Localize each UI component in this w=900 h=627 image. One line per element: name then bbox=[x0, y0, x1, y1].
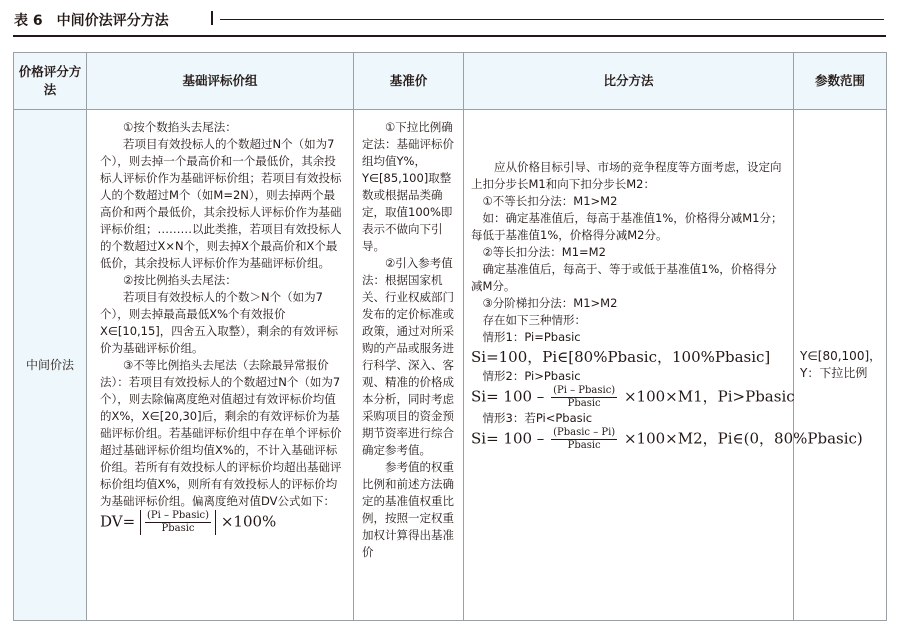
baseline-text: ③不等比例掐头去尾法（去除最异常报价法）：若项目有效投标人的个数超过N个（如为7个），则去除偏离度绝对值超过有效评标价均值的X%，X∈[20,30]后，剩余的有效评标价为基础评标价组。若基础评标价组中存在单个评标价超过基础评标价组均值X%的，不计入基础评标价组。若所有有效投标人的评标价均超出基础评标价组均值X%，则所有有效投标人的评标价均为基础评标价组。偏离度绝对值DV公式如下： bbox=[100, 358, 342, 508]
method-cell: 中间价法 bbox=[14, 110, 87, 621]
dv-tail: ×100% bbox=[220, 512, 277, 531]
scoring-m1-desc: 如：确定基准值后，每高于基准值1%，价格得分减M1分；每低于基准值1%，价格得分减M2分。 bbox=[471, 211, 783, 242]
case3-formula bbox=[471, 427, 863, 452]
case2-denominator: Pbasic bbox=[567, 398, 601, 409]
table-header-row bbox=[14, 53, 887, 110]
case2-formula bbox=[471, 385, 795, 410]
case3-fraction bbox=[551, 427, 617, 452]
case3-label: 情形3：若Pi<Pbasic bbox=[482, 411, 593, 425]
case2-numerator: (Pi – Pbasic) bbox=[553, 385, 616, 396]
dv-denominator: Pbasic bbox=[161, 523, 195, 534]
scoring-m3: ③分阶梯扣分法：M1>M2 bbox=[482, 296, 618, 310]
header-baseline-group: 基础评标价组 bbox=[87, 53, 354, 110]
dv-fraction bbox=[145, 510, 211, 535]
scoring-m3-desc: 存在如下三种情形： bbox=[482, 313, 586, 327]
case2-lhs: Si= 100 – bbox=[471, 387, 545, 406]
base-price-cell bbox=[354, 110, 464, 621]
baseline-text: 若项目有效投标人的个数＞N个（如为7个），则去掉最高最低X%个有效报价X∈[10,15]，四舍五入取整），剩余的有效评标价为基础评标价组。 bbox=[100, 290, 339, 355]
scoring-intro: 应从价格目标引导、市场的竞争程度等方面考虑，设定向上扣分步长M1和向下扣分步长M2： bbox=[471, 160, 782, 191]
header-scoring-method: 比分方法 bbox=[464, 53, 794, 110]
base-price-text: 参考值的权重比例和前述方法确定的基准值权重比例，按照一定权重加权计算得出基准价 bbox=[362, 460, 454, 559]
dv-numerator: (Pi – Pbasic) bbox=[146, 510, 210, 521]
title-separator bbox=[211, 11, 213, 25]
base-price-text: ②引入参考值法：根据国家机关、行业权威部门发布的定价标准或政策，通过对所采购的产品或服务进行科学、深入、客观、精准的价格成本分析，同时考虑采购项目的资金预期节资率进行综合确定参考值。 bbox=[362, 256, 454, 457]
case2-label: 情形2：Pi>Pbasic bbox=[482, 369, 581, 383]
header-base-price: 基准价 bbox=[354, 53, 464, 110]
case3-tail: ×100×M2，Pi∈(0，80%Pbasic) bbox=[623, 429, 863, 448]
case3-lhs: Si= 100 – bbox=[471, 429, 545, 448]
scoring-m2-desc: 确定基准值后，每高于、等于或低于基准值1%，价格得分减M分。 bbox=[471, 262, 777, 293]
case3-denominator: Pbasic bbox=[567, 440, 601, 451]
baseline-text: ①按个数掐头去尾法： bbox=[123, 120, 237, 134]
dv-abs bbox=[140, 510, 216, 535]
dv-lhs: DV= bbox=[100, 512, 136, 531]
case2-fraction bbox=[551, 385, 617, 410]
baseline-text: ②按比例掐头去尾法： bbox=[123, 273, 237, 287]
base-price-text: ①下拉比例确定法：基础评标价组均值Y%，Y∈[85,100]取整数或根据品类确定，取值100%即表示不做向下引导。 bbox=[362, 120, 454, 253]
baseline-group-cell bbox=[87, 110, 354, 621]
scoring-m2: ②等长扣分法：M1=M2 bbox=[482, 245, 606, 259]
scoring-method-table bbox=[13, 52, 887, 621]
case1-label: 情形1：Pi=Pbasic bbox=[482, 330, 581, 344]
table-title: 表 6 中间价法评分方法 bbox=[14, 13, 169, 29]
table-title-bar bbox=[8, 8, 888, 34]
case1-formula: Si=100，Pi∈[80%Pbasic，100%Pbasic] bbox=[471, 348, 771, 366]
scoring-m1: ①不等长扣分法：M1>M2 bbox=[482, 194, 618, 208]
title-rule bbox=[220, 19, 884, 20]
case3-numerator: (Pbasic – Pi) bbox=[553, 427, 616, 438]
case2-tail: ×100×M1，Pi>Pbasic bbox=[623, 387, 795, 406]
table-top-rule bbox=[13, 35, 886, 37]
dv-formula bbox=[100, 510, 346, 535]
param-range-cell: Y∈[80,100]，Y：下拉比例 bbox=[794, 110, 887, 621]
header-param-range: 参数范围 bbox=[794, 53, 887, 110]
table-row bbox=[14, 110, 887, 621]
header-price-method: 价格评分方法 bbox=[14, 53, 87, 110]
baseline-text: 若项目有效投标人的个数超过N个（如为7个），则去掉一个最高价和一个最低价，其余投标人评标价作为基础评标价组；若项目有效投标人的个数超过M个（如M=2N），则去掉两个最高价和两个最低价，其余投标人评标价作为基础评标价组；………以此类推，若项目有效投标人的个数超过X×N个，则去掉X个最高价和X个最低价，其余投标人评标价作为基础评标价组。 bbox=[100, 137, 342, 270]
